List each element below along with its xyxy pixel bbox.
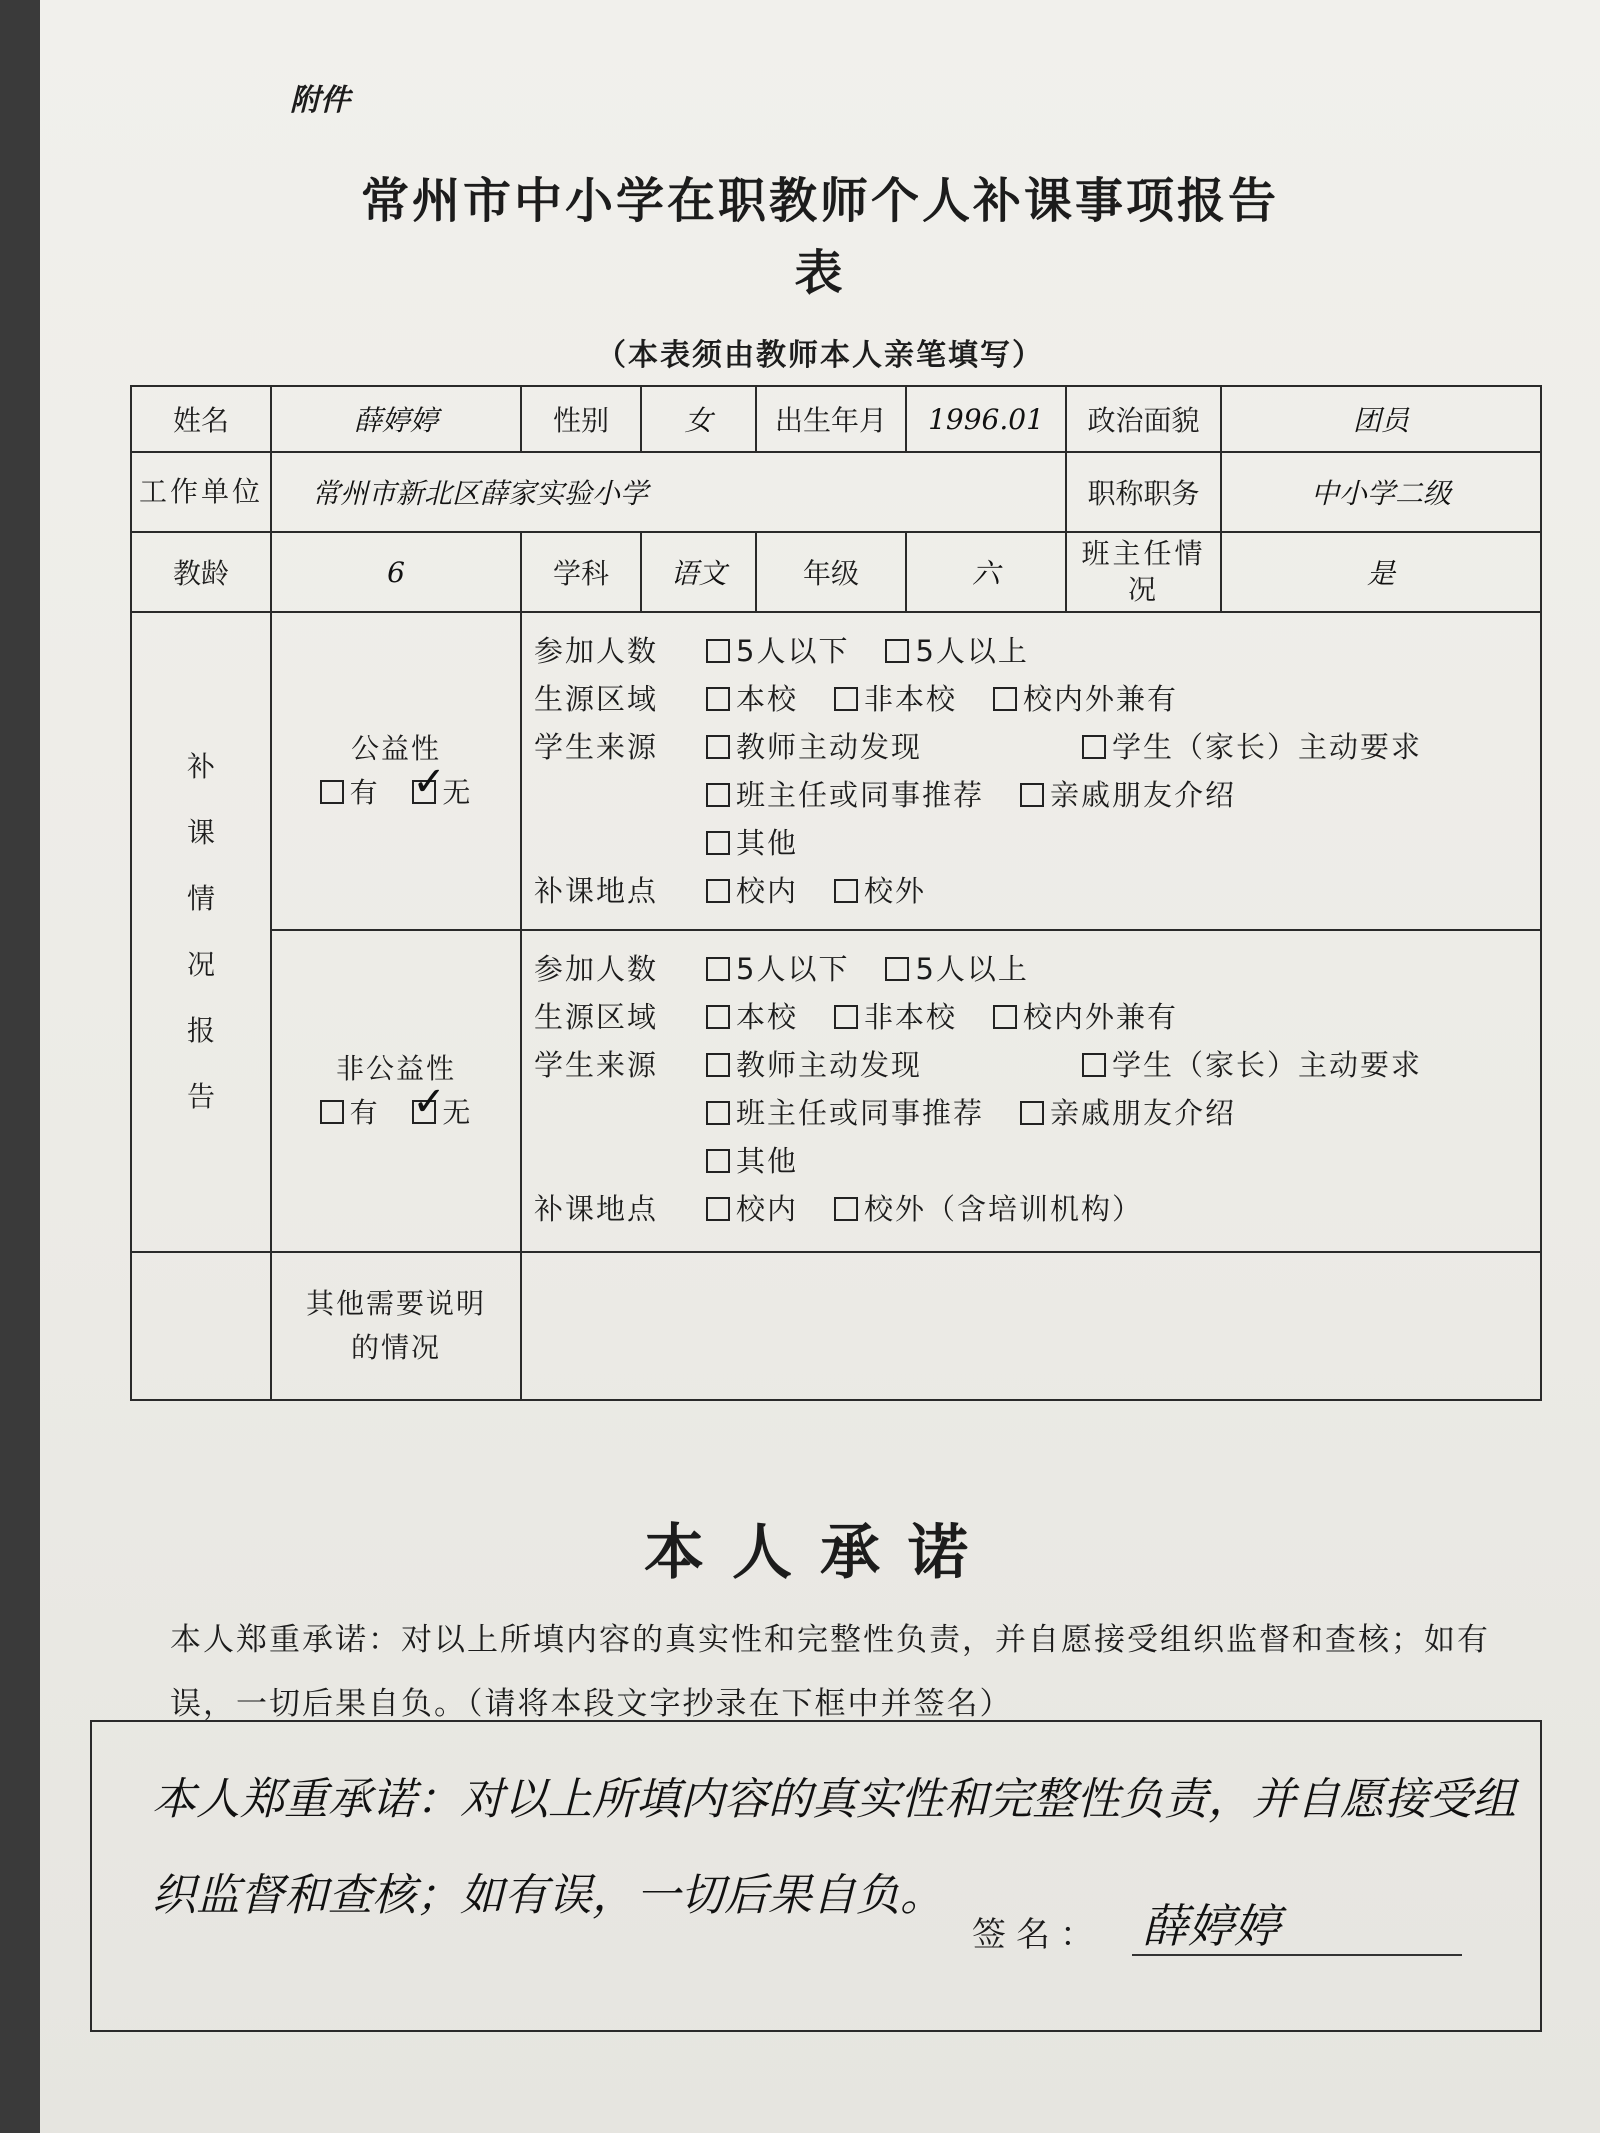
public-no-checkbox[interactable] xyxy=(412,780,436,804)
checkbox[interactable] xyxy=(834,687,858,711)
checkbox[interactable] xyxy=(706,735,730,759)
workplace-value: 常州市新北区薛家实验小学 xyxy=(271,452,1066,532)
checkbox[interactable] xyxy=(706,1101,730,1125)
name-label: 姓名 xyxy=(131,386,271,452)
checkbox[interactable] xyxy=(706,831,730,855)
checkbox[interactable] xyxy=(706,1053,730,1077)
public-options: 参加人数 5人以下 5人以上 生源区域 本校 非本校 校内外兼有 学生来源 教师主动发现 学生（家长）主动要求 班主任或同事推荐 亲戚朋友介绍 其他 补课地点 校内 校外 xyxy=(521,612,1541,930)
form-note: （本表须由教师本人亲笔填写） xyxy=(596,338,1044,373)
checkbox[interactable] xyxy=(706,957,730,981)
attachment-label: 附件 xyxy=(290,83,350,118)
handwritten-promise: 本人郑重承诺：对以上所填内容的真实性和完整性负责，并自愿接受组织监督和查核；如有误，一切后果自负。 xyxy=(152,1774,1516,1921)
checkbox[interactable] xyxy=(1082,735,1106,759)
checkbox[interactable] xyxy=(706,1149,730,1173)
checkbox[interactable] xyxy=(1082,1053,1106,1077)
nonpublic-options: 参加人数 5人以下 5人以上 生源区域 本校 非本校 校内外兼有 学生来源 教师主动发现 学生（家长）主动要求 班主任或同事推荐 亲戚朋友介绍 其他 补课地点 校内 校外（含培训机构） xyxy=(521,930,1541,1252)
form-title: 常州市中小学在职教师个人补课事项报告 xyxy=(360,173,1279,229)
gender-value: 女 xyxy=(641,386,756,452)
checkbox[interactable] xyxy=(993,1005,1017,1029)
nonpublic-yes-checkbox[interactable] xyxy=(320,1100,344,1124)
nonpublic-no-checkbox[interactable] xyxy=(412,1100,436,1124)
other-notes-field[interactable] xyxy=(521,1252,1541,1400)
checkbox[interactable] xyxy=(885,957,909,981)
years-label: 教龄 xyxy=(131,532,271,612)
birth-value: 1996.01 xyxy=(906,386,1066,452)
name-value: 薛婷婷 xyxy=(271,386,521,452)
checkbox[interactable] xyxy=(706,639,730,663)
other-notes-label: 其他需要说明的情况 xyxy=(271,1252,521,1400)
promise-title: 本人承诺 xyxy=(644,1518,996,1588)
subject-label: 学科 xyxy=(521,532,641,612)
report-form-table xyxy=(130,385,1542,1401)
political-value: 团员 xyxy=(1221,386,1541,452)
signature: 薛婷婷 xyxy=(1142,1899,1280,1953)
checkbox[interactable] xyxy=(706,783,730,807)
headteacher-label: 班主任情况 xyxy=(1066,532,1221,612)
checkbox[interactable] xyxy=(885,639,909,663)
job-title-label: 职称职务 xyxy=(1066,452,1221,532)
checkbox[interactable] xyxy=(706,1005,730,1029)
form-title-continued: 表 xyxy=(794,245,846,301)
signature-label: 签名： xyxy=(972,1915,1104,1955)
checkbox[interactable] xyxy=(706,1197,730,1221)
public-label: 公益性 xyxy=(350,732,441,765)
checkbox[interactable] xyxy=(706,879,730,903)
birth-label: 出生年月 xyxy=(756,386,906,452)
nonpublic-group: 非公益性 有 ✓ 无 xyxy=(271,930,521,1252)
promise-text: 本人郑重承诺：对以上所填内容的真实性和完整性负责，并自愿接受组织监督和查核；如有误，一切后果自负。（请将本段文字抄录在下框中并签名） xyxy=(170,1622,1490,1722)
checkbox[interactable] xyxy=(834,1005,858,1029)
nonpublic-label: 非公益性 xyxy=(335,1052,456,1085)
public-yes-checkbox[interactable] xyxy=(320,780,344,804)
grade-value: 六 xyxy=(906,532,1066,612)
job-title-value: 中小学二级 xyxy=(1221,452,1541,532)
checkbox[interactable] xyxy=(834,1197,858,1221)
public-group: 公益性 有 ✓ 无 xyxy=(271,612,521,930)
report-side-label: 补 课 情 况 报 告 xyxy=(131,612,271,1252)
grade-label: 年级 xyxy=(756,532,906,612)
checkbox[interactable] xyxy=(834,879,858,903)
signature-line xyxy=(1132,1954,1462,1956)
checkbox[interactable] xyxy=(993,687,1017,711)
checkbox[interactable] xyxy=(1020,1101,1044,1125)
years-value: 6 xyxy=(271,532,521,612)
workplace-label: 工作单位 xyxy=(131,452,271,532)
gender-label: 性别 xyxy=(521,386,641,452)
political-label: 政治面貌 xyxy=(1066,386,1221,452)
checkbox[interactable] xyxy=(1020,783,1044,807)
headteacher-value: 是 xyxy=(1221,532,1541,612)
handwritten-promise-box[interactable] xyxy=(90,1720,1542,2032)
subject-value: 语文 xyxy=(641,532,756,612)
checkbox[interactable] xyxy=(706,687,730,711)
paper-sheet xyxy=(40,0,1600,2133)
